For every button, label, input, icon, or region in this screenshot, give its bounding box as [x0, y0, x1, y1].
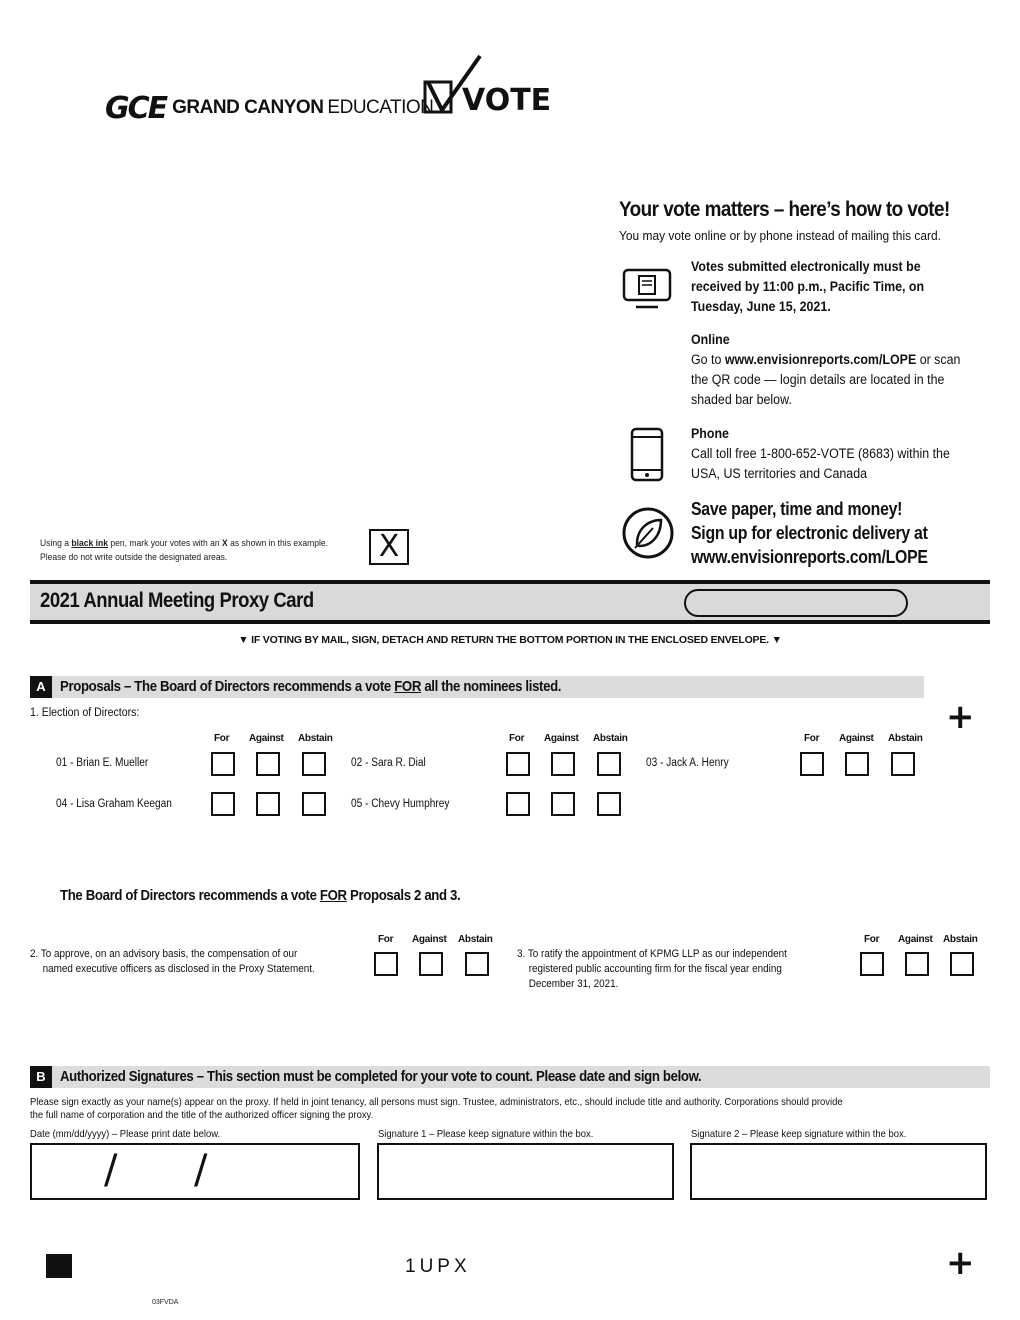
proposal-2-abstain-checkbox[interactable]: [465, 952, 489, 976]
online-url-link[interactable]: www.envisionreports.com/LOPE: [724, 352, 917, 367]
section-a-letter: A: [30, 676, 52, 698]
board-recommendation: The Board of Directors recommends a vote FOR Proposals 2 and 3.: [60, 887, 461, 904]
nominee-02-against-checkbox[interactable]: [551, 752, 575, 776]
example-mark-box: X: [369, 529, 409, 565]
section-b-header: [30, 1066, 990, 1088]
nominee-04-against-checkbox[interactable]: [256, 792, 280, 816]
signature-1-box[interactable]: [377, 1143, 674, 1200]
nominee-03: 03 - Jack A. Henry: [646, 757, 729, 769]
nominee-02-for-checkbox[interactable]: [506, 752, 530, 776]
col-against: Against: [412, 934, 447, 945]
nominee-03-against-checkbox[interactable]: [845, 752, 869, 776]
proxy-card-title: 2021 Annual Meeting Proxy Card: [40, 589, 314, 612]
electronic-delivery-promo: Save paper, time and money! Sign up for electronic delivery at www.envisionreports.com/LOPE: [691, 497, 990, 569]
how-to-vote-subtitle: You may vote online or by phone instead of mailing this card.: [619, 228, 942, 243]
leaf-icon: [621, 506, 675, 560]
nominee-01-against-checkbox[interactable]: [256, 752, 280, 776]
company-name-bold: GRAND CANYON: [172, 97, 324, 118]
vote-logo: [422, 52, 552, 120]
col-abstain: Abstain: [888, 733, 923, 744]
mobile-phone-icon: [630, 427, 664, 482]
col-for: For: [509, 733, 525, 744]
mail-instructions: ▼ IF VOTING BY MAIL, SIGN, DETACH AND RETURN THE BOTTOM PORTION IN THE ENCLOSED ENVELOPE. ▼: [238, 634, 782, 646]
col-abstain: Abstain: [593, 733, 628, 744]
company-name-light: EDUCATION: [327, 97, 434, 118]
phone-instructions: Call toll free 1-800-652-VOTE (8683) within the USA, US territories and Canada: [691, 446, 950, 481]
nominee-04: 04 - Lisa Graham Keegan: [56, 798, 172, 810]
nominee-03-for-checkbox[interactable]: [800, 752, 824, 776]
col-for: For: [214, 733, 230, 744]
monitor-icon: [622, 267, 672, 311]
delivery-url-link[interactable]: www.envisionreports.com/LOPE: [691, 547, 928, 567]
marking-instructions: Using a black ink pen, mark your votes with an X as shown in this example. Please do not write outside the designated areas.: [40, 538, 329, 562]
section-b-title: Authorized Signatures – This section must be completed for your vote to count. Please date and sign below.: [60, 1068, 702, 1085]
how-to-vote-title: Your vote matters – here’s how to vote!: [619, 198, 950, 221]
registration-plus-mark: +: [946, 1243, 975, 1283]
nominee-01-abstain-checkbox[interactable]: [302, 752, 326, 776]
section-a-title: Proposals – The Board of Directors recommends a vote FOR all the nominees listed.: [60, 678, 562, 695]
date-separator: /: [194, 1147, 208, 1193]
col-for: For: [804, 733, 820, 744]
election-of-directors-label: 1. Election of Directors:: [30, 707, 140, 719]
electronic-vote-deadline: Votes submitted electronically must be received by 11:00 p.m., Pacific Time, on Tuesday, June 15, 2021.: [691, 259, 925, 314]
signature-instructions: Please sign exactly as your name(s) appear on the proxy. If held in joint tenancy, all persons must sign. Trustee, administrators, etc., should include title and authority. Corporations should provide the full name of corporation and the title of the authorized officer signing the proxy.: [30, 1096, 843, 1121]
col-abstain: Abstain: [458, 934, 493, 945]
online-instructions: Go to www.envisionreports.com/LOPE or scan the QR code — login details are located in the shaded bar below.: [691, 352, 961, 407]
col-for: For: [378, 934, 394, 945]
phone-heading: Phone: [691, 426, 729, 441]
company-logo: [105, 88, 433, 128]
section-a-header: [30, 676, 924, 698]
proposal-3-for-checkbox[interactable]: [860, 952, 884, 976]
signature-2-label: Signature 2 – Please keep signature within the box.: [691, 1128, 907, 1140]
proposal-2-text: 2. To approve, on an advisory basis, the compensation of our named executive officers as disclosed in the Proxy Statement.: [30, 948, 315, 975]
col-against: Against: [249, 733, 284, 744]
col-against: Against: [544, 733, 579, 744]
proposal-3-against-checkbox[interactable]: [905, 952, 929, 976]
col-for: For: [864, 934, 880, 945]
proposal-3-text: 3. To ratify the appointment of KPMG LLP as our independent registered public accounting firm for the fiscal year ending December 31, 2021.: [517, 948, 787, 990]
nominee-05-for-checkbox[interactable]: [506, 792, 530, 816]
nominee-02: 02 - Sara R. Dial: [351, 757, 426, 769]
nominee-05-against-checkbox[interactable]: [551, 792, 575, 816]
nominee-05: 05 - Chevy Humphrey: [351, 798, 450, 810]
registration-square-mark: [46, 1254, 72, 1278]
section-b-letter: B: [30, 1066, 52, 1088]
nominee-01-for-checkbox[interactable]: [211, 752, 235, 776]
nominee-02-abstain-checkbox[interactable]: [597, 752, 621, 776]
vote-logo-text: VOTE: [462, 83, 552, 118]
nominee-03-abstain-checkbox[interactable]: [891, 752, 915, 776]
nominee-04-for-checkbox[interactable]: [211, 792, 235, 816]
nominee-01: 01 - Brian E. Mueller: [56, 757, 149, 769]
online-heading: Online: [691, 332, 730, 347]
col-abstain: Abstain: [298, 733, 333, 744]
logo-mark: GCE: [105, 90, 167, 126]
login-details-field: [684, 589, 908, 617]
proposal-2-against-checkbox[interactable]: [419, 952, 443, 976]
nominee-04-abstain-checkbox[interactable]: [302, 792, 326, 816]
proposal-3-abstain-checkbox[interactable]: [950, 952, 974, 976]
registration-plus-mark: +: [946, 697, 975, 737]
signature-2-box[interactable]: [690, 1143, 987, 1200]
col-abstain: Abstain: [943, 934, 978, 945]
date-separator: /: [104, 1147, 118, 1193]
date-label: Date (mm/dd/yyyy) – Please print date below.: [30, 1128, 221, 1140]
col-against: Against: [898, 934, 933, 945]
form-code: 1UPX: [405, 1256, 471, 1277]
signature-1-label: Signature 1 – Please keep signature within the box.: [378, 1128, 594, 1140]
proposal-2-for-checkbox[interactable]: [374, 952, 398, 976]
nominee-05-abstain-checkbox[interactable]: [597, 792, 621, 816]
print-code: 03FVDA: [152, 1299, 179, 1306]
checkmark-vote-icon: [422, 52, 552, 120]
col-against: Against: [839, 733, 874, 744]
